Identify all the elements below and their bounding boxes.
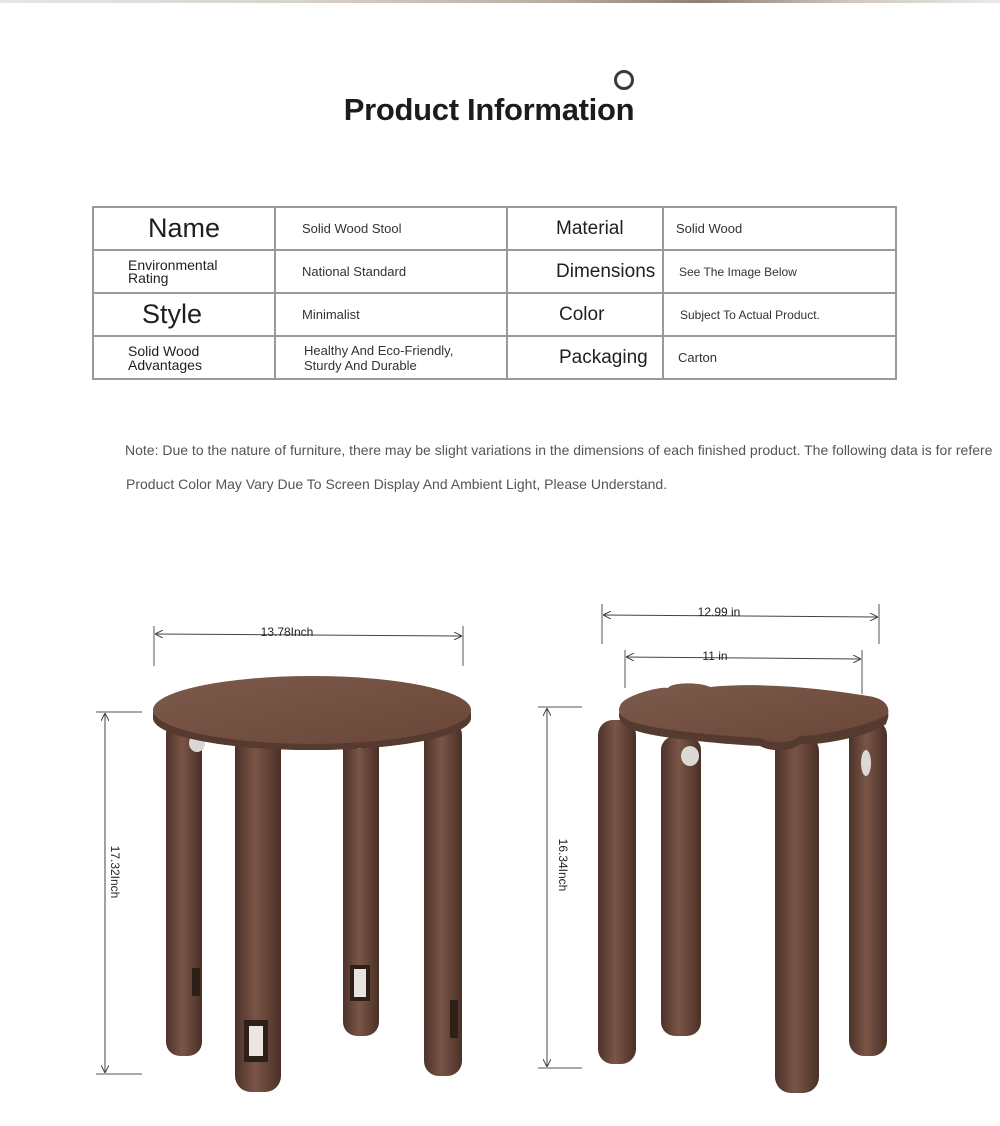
stool-dimension-figure xyxy=(0,560,1000,1126)
value-environmental-rating: National Standard xyxy=(275,250,507,293)
note-dimensions: Note: Due to the nature of furniture, there may be slight variations in the dimensions of each finished product. The following data is for refere xyxy=(125,442,993,458)
label-style: Style xyxy=(93,293,275,336)
label-material: Material xyxy=(507,207,663,250)
table-row xyxy=(93,293,896,336)
clover-stool-outer-width-dimension xyxy=(602,604,879,644)
round-height-label: 17.32Inch xyxy=(108,845,122,899)
value-packaging: Carton xyxy=(663,336,896,379)
table-row xyxy=(93,207,896,250)
clover-stool-illustration xyxy=(598,683,888,1093)
label-color: Color xyxy=(507,293,663,336)
value-color: Subject To Actual Product. xyxy=(663,293,896,336)
label-name: Name xyxy=(93,207,275,250)
value-style: Minimalist xyxy=(275,293,507,336)
page-title: Product Information xyxy=(343,92,635,127)
clover-inner-width-label: 11 in xyxy=(702,649,728,663)
round-stool-height-dimension xyxy=(96,712,142,1074)
product-info-table xyxy=(92,206,897,380)
clover-height-label: 16.34Inch xyxy=(556,838,570,892)
label-dimensions: Dimensions xyxy=(507,250,663,293)
value-dimensions: See The Image Below xyxy=(663,250,896,293)
round-width-label: 13.78Inch xyxy=(260,625,314,639)
top-image-strip xyxy=(0,0,1000,3)
table-row xyxy=(93,336,896,379)
value-name: Solid Wood Stool xyxy=(275,207,507,250)
round-stool-width-dimension xyxy=(154,625,463,666)
clover-outer-width-label: 12.99 in xyxy=(697,605,741,619)
note-color: Product Color May Vary Due To Screen Display And Ambient Light, Please Understand. xyxy=(126,476,668,492)
value-solid-wood-advantages: Healthy And Eco-Friendly, Sturdy And Durable xyxy=(275,336,507,379)
circle-icon xyxy=(614,70,634,90)
label-environmental-rating: Environmental Rating xyxy=(93,250,275,293)
label-solid-wood-advantages: Solid Wood Advantages xyxy=(93,336,275,379)
table-row xyxy=(93,250,896,293)
value-material: Solid Wood xyxy=(663,207,896,250)
round-stool-illustration xyxy=(153,676,471,1092)
label-packaging: Packaging xyxy=(507,336,663,379)
clover-stool-height-dimension xyxy=(538,707,582,1068)
